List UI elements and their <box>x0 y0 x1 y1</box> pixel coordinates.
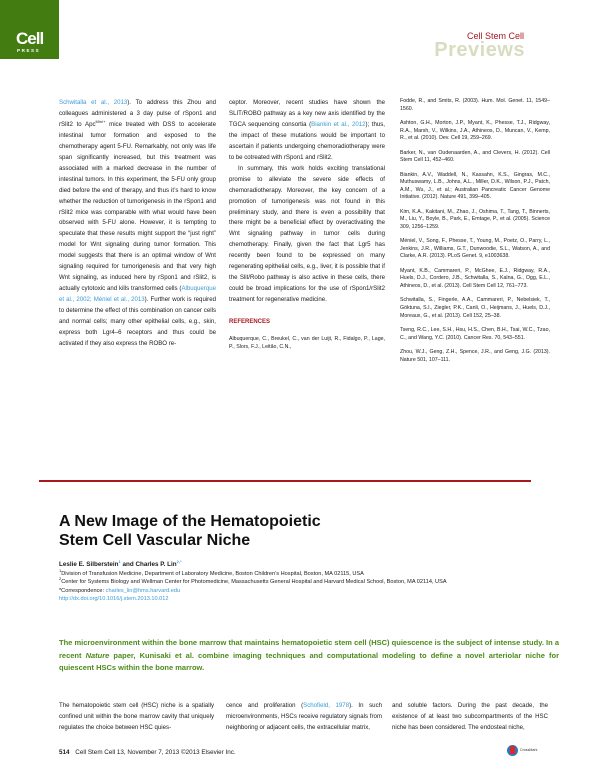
affiliation: $^1$Division of Transfusion Medicine, Department of Laboratory Medicine, Boston Children’s Hospital, Boston, MA 02115, USA <box>59 568 364 577</box>
reference-item: Albuquerque, C., Breukel, C., van der Luijt, R., Fidalgo, P., Lage, P., Slors, F.J., Leitão, C.N., <box>229 336 385 350</box>
previous-article-column-2 <box>229 98 385 351</box>
citation-link[interactable]: Biankin et al., 2012 <box>311 120 366 128</box>
author-name: Leslie E. Silberstein <box>59 561 119 568</box>
abstract: The microenvironment within the bone marrow that maintains hematopoietic stem cell (HSC) quiescence is the subject of intense study. In a recent Nature paper, Kunisaki et al. combine imaging techniques and computational modeling to define a novel arteriolar niche for quiescent HSCs within the bone marrow. <box>59 638 559 672</box>
body-column-2: cence and proliferation (Schofield, 1978). In such microenvironments, HSCs receive regulatory signals from neighboring or adjacent cells, the extracellular matrix, <box>226 702 382 731</box>
crossmark-icon <box>507 745 518 756</box>
crossmark-button[interactable]: CrossMark <box>507 745 545 757</box>
affiliations <box>59 570 559 604</box>
correspondence: *Correspondence: charles_lin@hms.harvard.edu <box>59 587 181 594</box>
previous-article-column-1 <box>59 98 216 350</box>
page-number: 514 <box>59 749 70 756</box>
reference-item: Schwitalla, S., Fingerle, A.A., Cammareri, P., Nebelsiek, T., Göktuna, S.I., Ziegler, P.K., Canli, O., Heijmans, J., Huels, D.J., Moreaux, G., et al. (2013). Cell 152, 25–38. <box>400 297 550 319</box>
paragraph: Schwitalla et al., 2013). To address this Zhou and colleagues administered a 3 day pulse of rSpon1 and rSlit2 to Apc$^{Min/+}$ mice treated with DSS to accelerate intestinal tumor formation and exposed to the chemotherapy agent 5-FU. Remarkably, not only was life span significantly increased, but this treatment was associated with a marked decrease in the number of intestinal tumors. In this experiment, the 5-FU only group died before the end of therapy, and thus it’s hard to know whether the reduction of tumorigenesis in the rSpon1 and rSlit2 mice was comparable with what would have been observed with 5-FU alone. However, it is tempting to speculate that these results might support the “just right” model for Wnt signaling during tumor formation. This model suggests that there is an optimal window of Wnt signaling required for tumorigenesis and that very high Wnt signaling, as induced here by rSpon1 and rSlit2, is actually cytotoxic and kills transformed cells (Albuquerque et al., 2002; Méniel et al., 2013). Further work is required to determine the effect of this combination on cancer cells and normal cells; many other epithelial cells, e.g., skin, express both Lgr4–6 receptors and thus could be activated if they also express the ROBO re- <box>59 99 217 347</box>
citation-link[interactable]: Schwitalla et al., 2013 <box>59 99 128 106</box>
reference-item: Barker, N., van Oudenaarden, A., and Clevers, H. (2012). Cell Stem Cell 11, 452–460. <box>400 149 550 164</box>
references-heading: REFERENCES <box>229 319 271 326</box>
affiliation: $^2$Center for Systems Biology and Wellman Center for Photomedicine, Massachusetts General Hospital and Harvard Medical School, Boston, MA 02114, USA <box>59 576 447 586</box>
reference-item: Tseng, R.C., Lee, S.H., Hsu, H.S., Chen, B.H., Tsai, W.C., Tzao, C., and Wang, Y.C. (2010). Cancer Res. 70, 543–551. <box>400 327 550 341</box>
page-footer <box>59 749 236 757</box>
reference-item: Méniel, V., Song, F., Phesse, T., Young, M., Poetz, O., Parry, L., Jenkins, J.R., Williams, G.T., Dunwoodie, S.L., Watson, A., and Clarke, A.R. (2013). PLoS Genet. 9, e1003638. <box>400 238 550 260</box>
author-name: Charles P. Lin <box>135 561 177 568</box>
journal-name: Cell Stem Cell <box>466 31 524 41</box>
doi-link[interactable]: http://dx.doi.org/10.1016/j.stem.2013.10.012 <box>59 596 169 603</box>
email-link[interactable]: charles_lin@hms.harvard.edu <box>105 587 181 594</box>
reference-item: Fodde, R., and Smits, R. (2003). Hum. Mol. Genet. 11, 1549–1560. <box>400 98 550 112</box>
reference-item: Zhou, W.J., Geng, Z.H., Spence, J.R., and Geng, J.G. (2013). Nature 501, 107–111. <box>400 349 550 363</box>
paragraph: In summary, this work holds exciting translational promise to alleviate the severe side effects of chemoradiotherapy. Moreover, the key concern of a promotion of tumorigenesis was not found in this preliminary study, and there is even a possibility that there might be a beneficial effect by overactivating the Wnt signaling pathway in tumor cells during chemotherapy. Finally, given the fact that Lgr5 has recently been found to be expressed on many regenerating epithelial cells, e.g., liver, it is possible that if the Slit/Robo pathway is also active in these cells, there could be broad implications for the use of rSpon1/rSlit2 treatment for regenerative medicine. <box>229 164 385 304</box>
citation-line: Cell Stem Cell 13, November 7, 2013 ©2013 Elsevier Inc. <box>75 749 236 756</box>
section-divider <box>39 480 531 482</box>
reference-item: Biankin, A.V., Waddell, N., Kassahn, K.S., Gingras, M.C., Muthuswamy, L.B., Johns, A.L., Miller, D.K., Wilson, P.J., Patch, A.M., Wu, J., et al.; Australian Pancreatic Cancer Genome Initiative. (2012). Nature 491, 399–405. <box>400 171 550 201</box>
citation-link[interactable]: Albuquerque et al., 2002; Méniel et al., 2013 <box>59 285 216 304</box>
paragraph: ceptor. Moreover, recent studies have shown the SLIT/ROBO pathway as a key new axis identified by the TGCA sequencing consortia (Biankin et al., 2012); thus, the impact of these mutations would be important to ascertain if patients undergoing chemoradiotherapy were to be cotreated with rSpon1 and rSlit2. <box>229 99 385 161</box>
citation-link[interactable]: Schofield, 1978 <box>303 702 350 709</box>
reference-item: Ashton, G.H., Morton, J.P., Myant, K., Phesse, T.J., Ridgway, R.A., Marsh, V., Wilkins, J.A., Athineos, D., Muncan, V., Kemp, R., et al. (2010). Dev. Cell 19, 259–269. <box>400 119 550 142</box>
body-column-1: The hematopoietic stem cell (HSC) niche is a spatially confined unit within the bone marrow cavity that uniquely regulates the choice between HSC quies- <box>59 702 214 731</box>
author-list: Leslie E. Silberstein$^1$ and Charles P. Lin$^{2,*}$ <box>59 558 182 568</box>
logo-press-text: PRESS <box>17 48 41 53</box>
body-column-3: and soluble factors. During the past decade, the existence of at least two subcompartments of the HSC niche has been considered. The endosteal niche, <box>392 702 548 731</box>
references-list <box>400 98 550 371</box>
section-name: Previews <box>434 39 525 61</box>
cell-press-logo <box>0 0 59 59</box>
article-title: A New Image of the Hematopoietic Stem Cell Vascular Niche <box>59 513 321 549</box>
reference-item: Myant, K.B., Cammareri, P., McGhee, E.J., Ridgway, R.A., Huels, D.J., Cordero, J.B., Schwitalla, S., Kalna, G., Ogg, E.L., Athineos, D., et al. (2013). Cell Stem Cell 12, 761–773. <box>400 267 550 290</box>
logo-cell-text: Cell <box>16 29 44 48</box>
reference-item: Kim, K.A., Kakitani, M., Zhao, J., Oshima, T., Tang, T., Binnerts, M., Liu, Y., Boyle, B., Park, E., Emtage, P., et al. (2005). Science 309, 1256–1259. <box>400 208 550 230</box>
